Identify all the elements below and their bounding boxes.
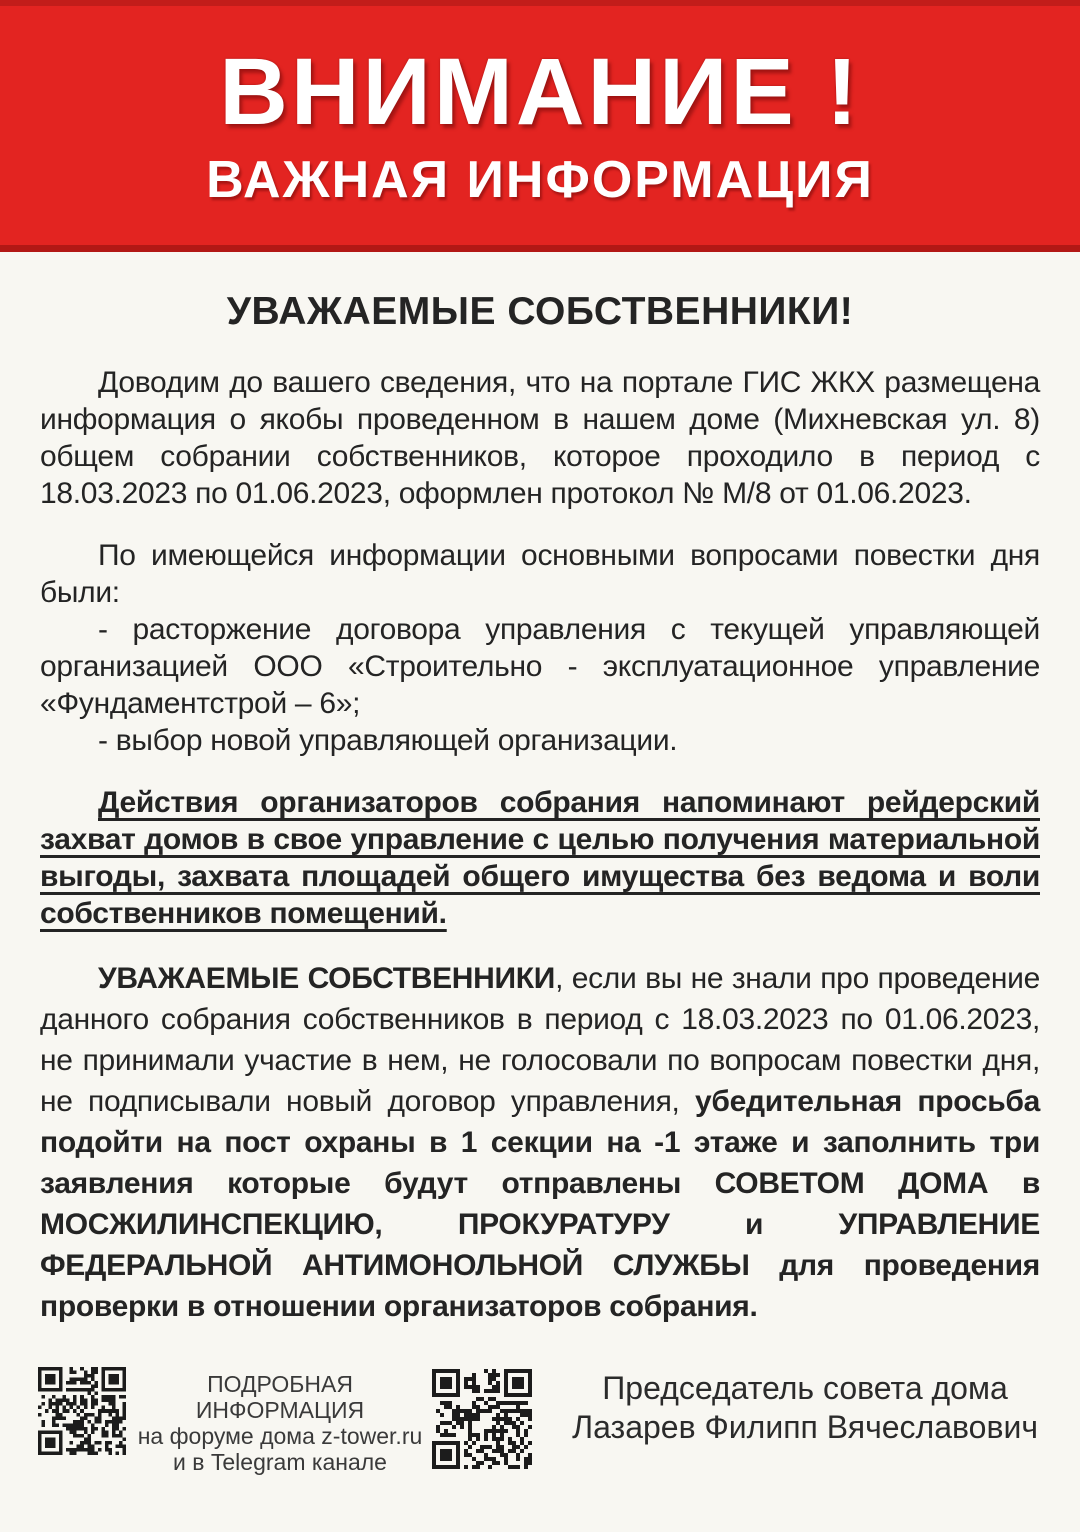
paragraph-agenda-intro: По имеющейся информации основными вопросами повестки дня были: xyxy=(40,539,1040,609)
banner-title: ВНИМАНИЕ ! xyxy=(219,39,861,145)
signature-role: Председатель совета дома xyxy=(602,1370,1008,1406)
footer xyxy=(0,1327,1080,1475)
agenda-item: - выбор новой управляющей организации. xyxy=(98,724,678,757)
signature-block xyxy=(572,1369,1052,1447)
appeal-paragraph xyxy=(40,958,1040,1327)
notice-heading: УВАЖАЕМЫЕ СОБСТВЕННИКИ! xyxy=(226,290,854,333)
footer-info-line: на форуме дома z-tower.ru xyxy=(137,1423,423,1449)
alert-banner xyxy=(0,0,1080,252)
notice-body xyxy=(0,252,1080,1327)
qr-code-telegram xyxy=(432,1363,532,1475)
banner-subtitle: ВАЖНАЯ ИНФОРМАЦИЯ xyxy=(206,151,874,209)
warning-paragraph: Действия организаторов собрания напоминают рейдерский захват домов в свое управление с целью получения материальной выгоды, захвата площадей общего имущества без ведома и воли собственников помещений. xyxy=(40,786,1040,930)
qr-code-forum xyxy=(38,1363,126,1459)
appeal-bold-intro: УВАЖАЕМЫЕ СОБСТВЕННИКИ xyxy=(98,962,556,995)
agenda-item: - расторжение договора управления с текущей управляющей организацией ООО «Строительно - эксплуатационное управление «Фундаментстрой – 6»; xyxy=(40,613,1040,720)
appeal-bold-text: убедительная просьба подойти на пост охраны в 1 секции на -1 этаже и заполнить три заявления которые будут отправлены СОВЕТОМ ДОМА в МОСЖИЛИНСПЕКЦИЮ, ПРОКУРАТУРУ и УПРАВЛЕНИЕ ФЕДЕРАЛЬНОЙ АНТИМОНОЛЬНОЙ СЛУЖБЫ для проведения проверки в отношении организаторов собрания. xyxy=(40,1085,1040,1323)
footer-info-line: и в Telegram канале xyxy=(173,1449,387,1475)
footer-info xyxy=(134,1371,426,1475)
signature-name: Лазарев Филипп Вячеславович xyxy=(572,1409,1038,1445)
footer-info-line: ПОДРОБНАЯ ИНФОРМАЦИЯ xyxy=(195,1371,365,1423)
paragraph-intro: Доводим до вашего сведения, что на портале ГИС ЖКХ размещена информация о якобы проведенном в нашем доме (Михневская ул. 8) общем собрании собственников, которое проходило в период с 18.03.2023 по 01.06.2023, оформлен протокол № М/8 от 01.06.2023. xyxy=(40,366,1040,510)
appeal-normal-text: , если вы не знали про проведение данного собрания собственников в период с 18.03.2023 по 01.06.2023, не принимали участие в нем, не голосовали по вопросам повестки дня, не подписывали новый договор управления, xyxy=(40,962,1041,1118)
